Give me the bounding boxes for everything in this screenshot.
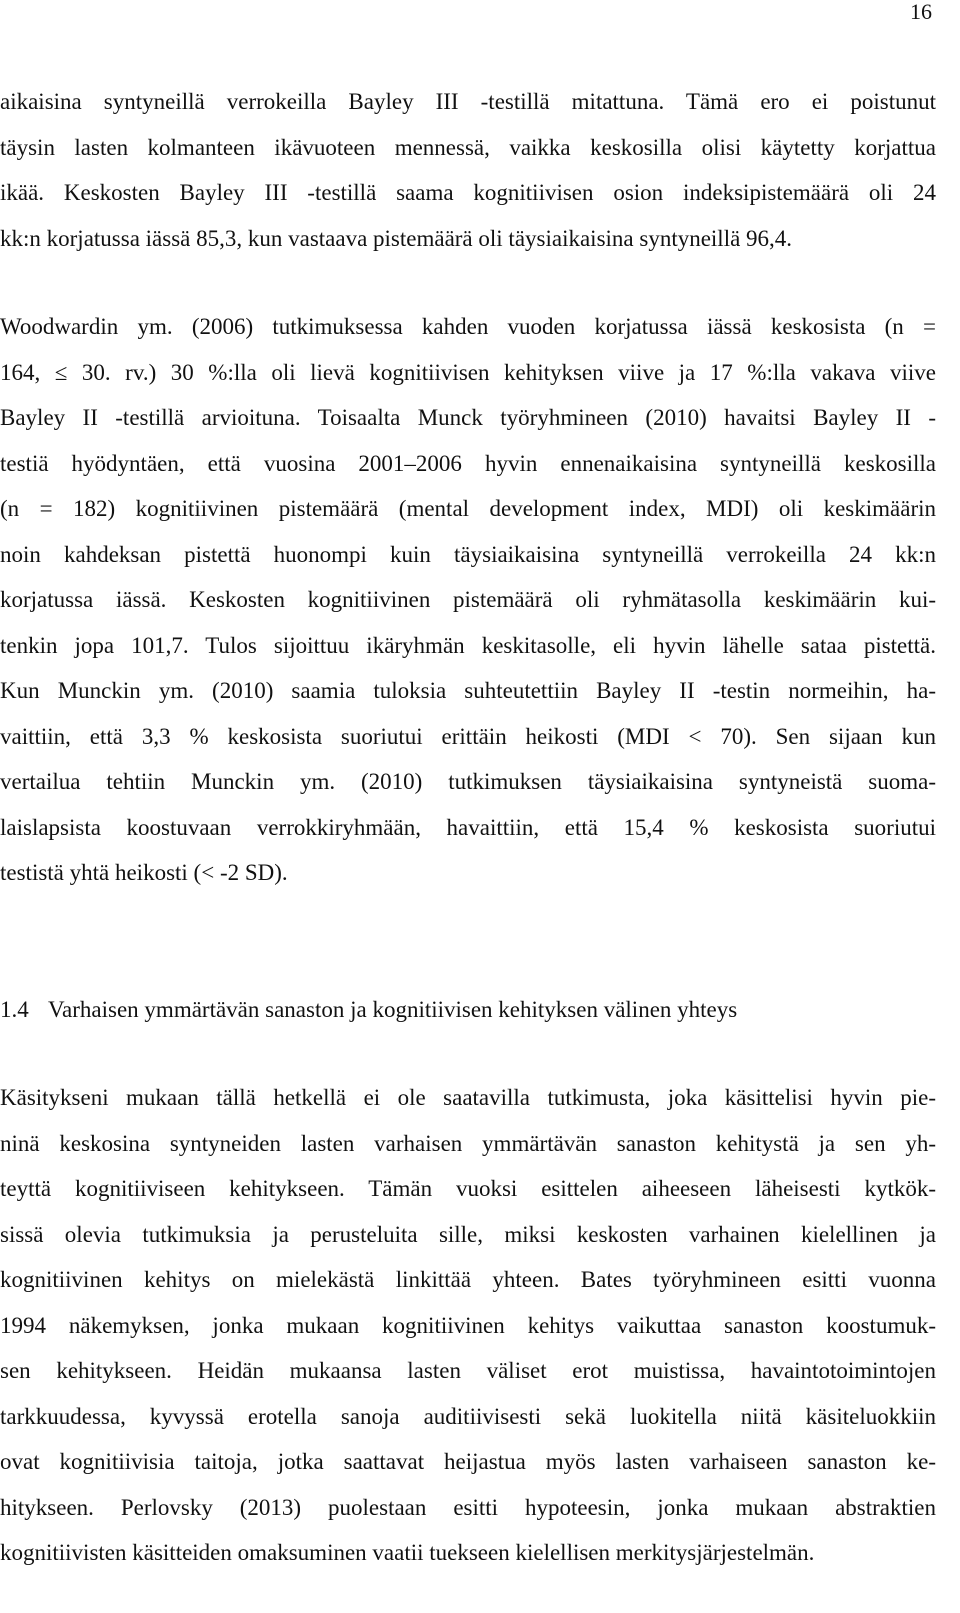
text-line: vaittiin, että 3,3 % keskosista suoriutui erittäin heikosti (MDI < 70). Sen sijaan kun xyxy=(0,723,936,749)
text-line: ikää. Keskosten Bayley III -testillä saama kognitiivisen osion indeksipistemäärä oli 24 xyxy=(0,180,936,205)
text-line: kognitiivinen kehitys on mielekästä linkittää yhteen. Bates työryhmineen esitti vuonna xyxy=(0,1267,936,1292)
section-heading xyxy=(0,990,737,1030)
text-line: laislapsista koostuvaan verrokkiryhmään, havaittiin, että 15,4 % keskosista suoriutui xyxy=(0,814,936,840)
text-line: testistä yhtä heikosti (< -2 SD). xyxy=(0,860,288,885)
text-line: (n = 182) kognitiivinen pistemäärä (mental development index, MDI) oli keskimäärin xyxy=(0,496,936,521)
paragraph-3 xyxy=(0,1075,936,1576)
text-line: sissä olevia tutkimuksia ja perusteluita sille, miksi keskosten varhainen kielellinen ja xyxy=(0,1221,936,1247)
text-line: Woodwardin ym. (2006) tutkimuksessa kahden vuoden korjatussa iässä keskosista (n = xyxy=(0,314,936,339)
text-line: tarkkuudessa, kyvyssä erotella sanoja auditiivisesti sekä luokitella niitä käsiteluokkiin xyxy=(0,1403,936,1429)
text-line: Kun Munckin ym. (2010) saamia tuloksia suhteutettiin Bayley II -testin normeihin, ha- xyxy=(0,678,936,703)
text-line: hitykseen. Perlovsky (2013) puolestaan esitti hypoteesin, jonka mukaan abstraktien xyxy=(0,1494,936,1520)
text-line: korjatussa iässä. Keskosten kognitiivinen pistemäärä oli ryhmätasolla keskimäärin kui- xyxy=(0,587,936,612)
section-title: Varhaisen ymmärtävän sanaston ja kognitiivisen kehityksen välinen yhteys xyxy=(48,997,738,1022)
paragraph-1 xyxy=(0,79,936,261)
text-line: ovat kognitiivisia taitoja, jotka saattavat heijastua myös lasten varhaiseen sanaston ke- xyxy=(0,1449,936,1474)
text-line: vertailua tehtiin Munckin ym. (2010) tutkimuksen täysiaikaisina syntyneistä suoma- xyxy=(0,769,936,794)
text-line: teyttä kognitiiviseen kehitykseen. Tämän vuoksi esittelen aiheeseen läheisesti kytkök- xyxy=(0,1176,936,1201)
text-line: 1994 näkemyksen, jonka mukaan kognitiivinen kehitys vaikuttaa sanaston koostumuk- xyxy=(0,1312,936,1338)
text-line: Käsitykseni mukaan tällä hetkellä ei ole saatavilla tutkimusta, joka käsittelisi hyvin pie- xyxy=(0,1085,936,1110)
text-line: tenkin jopa 101,7. Tulos sijoittuu ikäryhmän keskitasolle, eli hyvin lähelle sataa pistettä. xyxy=(0,632,936,658)
text-line: sen kehitykseen. Heidän mukaansa lasten väliset erot muistissa, havaintotoimintojen xyxy=(0,1358,936,1383)
text-line: Bayley II -testillä arvioituna. Toisaalta Munck työryhmineen (2010) havaitsi Bayley II - xyxy=(0,405,936,430)
text-line: 164, ≤ 30. rv.) 30 %:lla oli lievä kognitiivisen kehityksen viive ja 17 %:lla vakava viive xyxy=(0,359,936,385)
text-line: noin kahdeksan pistettä huonompi kuin täysiaikaisina syntyneillä verrokeilla 24 kk:n xyxy=(0,541,936,567)
text-line: kognitiivisten käsitteiden omaksuminen vaatii tuekseen kielellisen merkitysjärjestelmän. xyxy=(0,1540,815,1565)
text-line: testiä hyödyntäen, että vuosina 2001–2006 hyvin ennenaikaisina syntyneillä keskosilla xyxy=(0,450,936,476)
text-line: kk:n korjatussa iässä 85,3, kun vastaava pistemäärä oli täysiaikaisina syntyneillä 96,4. xyxy=(0,225,793,251)
text-line: täysin lasten kolmanteen ikävuoteen mennessä, vaikka keskosilla olisi käytetty korjattua xyxy=(0,134,936,160)
section-number: 1.4 xyxy=(0,997,29,1022)
text-line: aikaisina syntyneillä verrokeilla Bayley III -testillä mitattuna. Tämä ero ei poistunut xyxy=(0,89,936,114)
text-line: ninä keskosina syntyneiden lasten varhaisen ymmärtävän sanaston kehitystä ja sen yh- xyxy=(0,1130,936,1156)
paragraph-2 xyxy=(0,304,936,896)
page-number: 16 xyxy=(910,0,932,24)
